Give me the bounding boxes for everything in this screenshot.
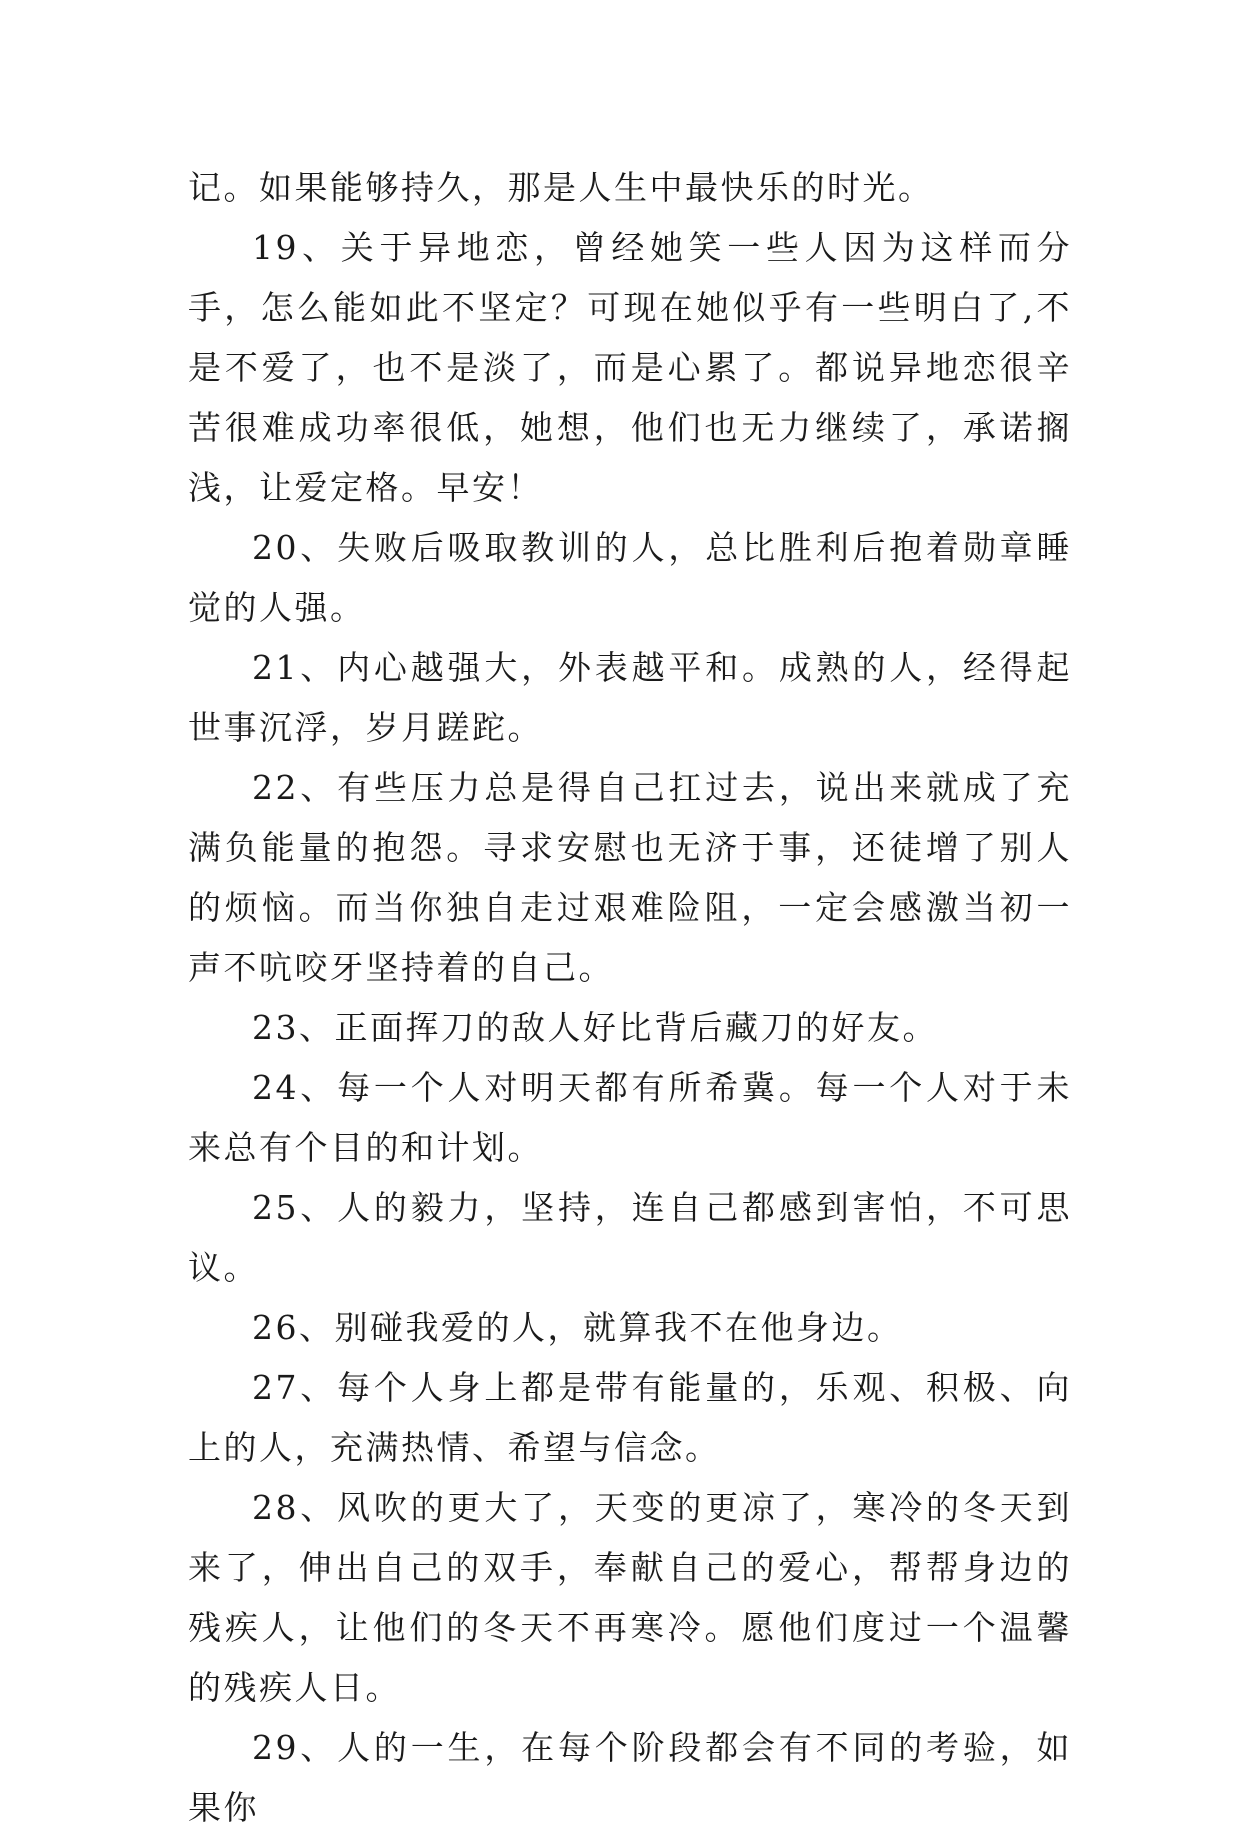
paragraph-25: 25、人的毅力，坚持，连自己都感到害怕，不可思议。 — [188, 1188, 1072, 1287]
paragraph-20: 20、失败后吸取教训的人，总比胜利后抱着勋章睡觉的人强。 — [188, 528, 1072, 627]
paragraph-19: 19、关于异地恋，曾经她笑一些人因为这样而分手，怎么能如此不坚定？可现在她似乎有一些明白了,不是不爱了，也不是淡了，而是心累了。都说异地恋很辛苦很难成功率很低，她想，他们也无力继续了，承诺搁浅，让爱定格。早安！ — [188, 228, 1072, 507]
paragraph-22: 22、有些压力总是得自己扛过去，说出来就成了充满负能量的抱怨。寻求安慰也无济于事，还徒增了别人的烦恼。而当你独自走过艰难险阻，一定会感激当初一声不吭咬牙坚持着的自己。 — [188, 768, 1072, 987]
paragraph-21: 21、内心越强大，外表越平和。成熟的人，经得起世事沉浮，岁月蹉跎。 — [188, 648, 1072, 747]
paragraph-29: 29、人的一生，在每个阶段都会有不同的考验，如果你 — [188, 1728, 1072, 1827]
paragraph-28: 28、风吹的更大了，天变的更凉了，寒冷的冬天到来了，伸出自己的双手，奉献自己的爱心，帮帮身边的残疾人，让他们的冬天不再寒冷。愿他们度过一个温馨的残疾人日。 — [188, 1488, 1072, 1707]
paragraph-27: 27、每个人身上都是带有能量的，乐观、积极、向上的人，充满热情、希望与信念。 — [188, 1368, 1072, 1467]
paragraph-23: 23、正面挥刀的敌人好比背后藏刀的好友。 — [252, 1008, 938, 1047]
paragraph-26: 26、别碰我爱的人，就算我不在他身边。 — [252, 1308, 903, 1347]
document-body — [188, 158, 1072, 1838]
paragraph-24: 24、每一个人对明天都有所希冀。每一个人对于未来总有个目的和计划。 — [188, 1068, 1072, 1167]
paragraph-18-continuation: 记。如果能够持久，那是人生中最快乐的时光。 — [188, 168, 934, 207]
